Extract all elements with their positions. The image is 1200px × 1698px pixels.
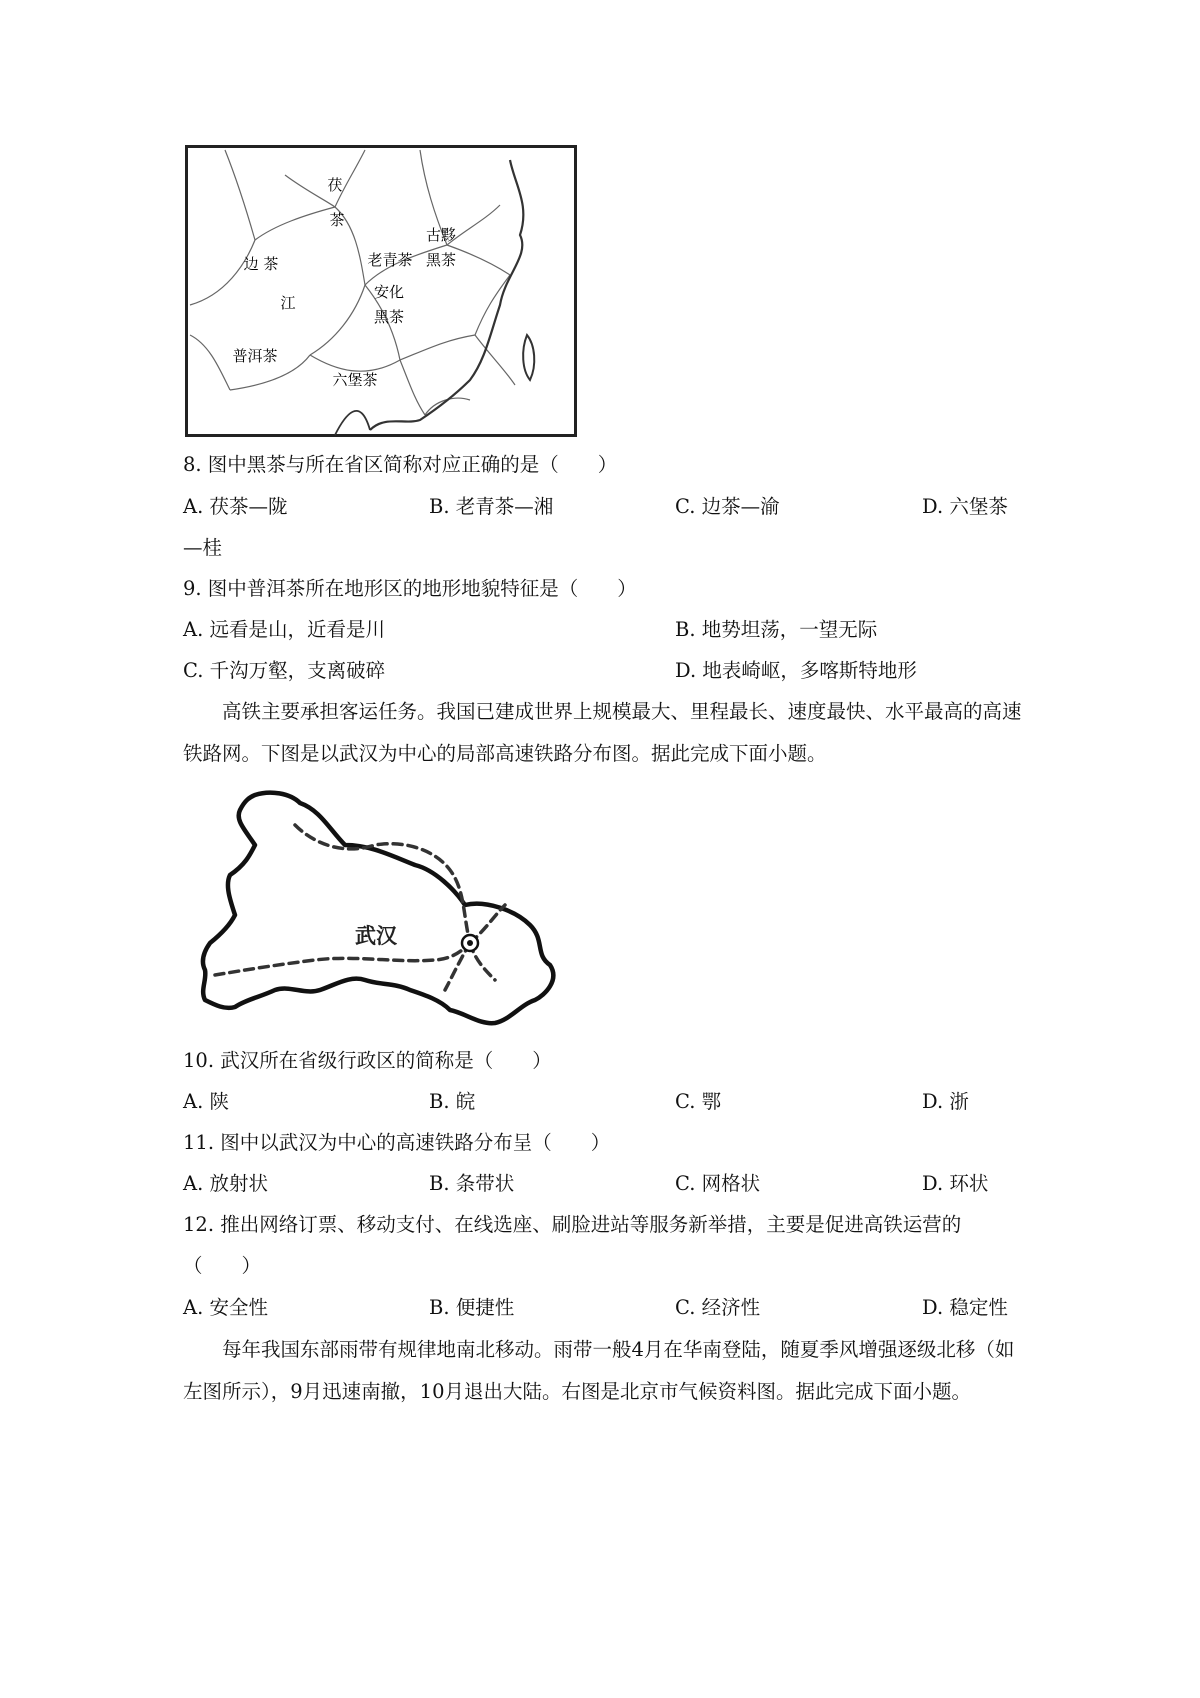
label-gu-yi-black: 黑茶 — [425, 251, 457, 269]
label-wuhan: 武汉 — [355, 923, 397, 948]
q8-option-c: C. 边茶—渝 — [675, 495, 780, 518]
q9-option-c: C. 千沟万壑，支离破碎 — [183, 659, 386, 682]
label-pu-er: 普洱茶 — [232, 347, 278, 365]
label-liu-bao: 六堡茶 — [332, 371, 378, 389]
q8-option-d-wrap: —桂 — [183, 536, 223, 559]
q12-option-a: A. 安全性 — [183, 1296, 268, 1319]
q11-option-c: C. 网格状 — [675, 1172, 761, 1195]
q11-option-d: D. 环状 — [922, 1172, 989, 1195]
q12-stem: 12. 推出网络订票、移动支付、在线选座、刷脸进站等服务新举措，主要是促进高铁运营的 — [183, 1213, 962, 1236]
q11-option-a: A. 放射状 — [183, 1172, 268, 1195]
q8-option-b: B. 老青茶—湘 — [429, 495, 554, 518]
label-gu-yi: 古黟 — [425, 226, 457, 244]
q12-paren: （ ） — [183, 1254, 262, 1277]
label-an-hua: 安化 — [373, 283, 405, 301]
q8-option-a: A. 茯茶—陇 — [183, 495, 288, 518]
q11-option-b: B. 条带状 — [429, 1172, 515, 1195]
q12-option-b: B. 便捷性 — [429, 1296, 515, 1319]
label-jiang: 江 — [280, 294, 296, 312]
q9-option-b: B. 地势坦荡，一望无际 — [675, 618, 878, 641]
q12-option-d: D. 稳定性 — [922, 1296, 1008, 1319]
tea-map — [185, 145, 577, 437]
q8-option-d: D. 六堡茶 — [922, 495, 1008, 518]
q10-stem: 10. 武汉所在省级行政区的简称是（ ） — [183, 1049, 552, 1072]
q10-option-c: C. 鄂 — [675, 1090, 722, 1113]
q9-stem: 9. 图中普洱茶所在地形区的地形地貌特征是（ ） — [183, 577, 637, 600]
passage-high-speed-rail: 高铁主要承担客运任务。我国已建成世界上规模最大、里程最长、速度最快、水平最高的高速铁路网。下图是以武汉为中心的局部高速铁路分布图。据此完成下面小题。 — [183, 700, 1022, 765]
q12-option-c: C. 经济性 — [675, 1296, 761, 1319]
q9-option-d: D. 地表崎岖，多喀斯特地形 — [675, 659, 917, 682]
label-an-hua-black: 黑茶 — [373, 308, 405, 326]
q11-stem: 11. 图中以武汉为中心的高速铁路分布呈（ ） — [183, 1131, 611, 1154]
label-bian-cha: 边 茶 — [243, 255, 279, 273]
q10-option-a: A. 陕 — [183, 1090, 229, 1113]
wuhan-rail-map — [195, 785, 585, 1030]
q9-option-a: A. 远看是山，近看是川 — [183, 618, 385, 641]
passage-rain-belt: 每年我国东部雨带有规律地南北移动。雨带一般4月在华南登陆，随夏季风增强逐级北移（如左图所示），9月迅速南撤，10月退出大陆。右图是北京市气候资料图。据此完成下面小题。 — [183, 1338, 1015, 1403]
q10-option-d: D. 浙 — [922, 1090, 969, 1113]
label-lao-qing: 老青茶 — [367, 251, 413, 269]
label-fu-cha: 茶 — [329, 211, 345, 229]
q10-option-b: B. 皖 — [429, 1090, 476, 1113]
q8-stem: 8. 图中黑茶与所在省区简称对应正确的是（ ） — [183, 453, 618, 476]
label-fu: 茯 — [327, 176, 343, 194]
